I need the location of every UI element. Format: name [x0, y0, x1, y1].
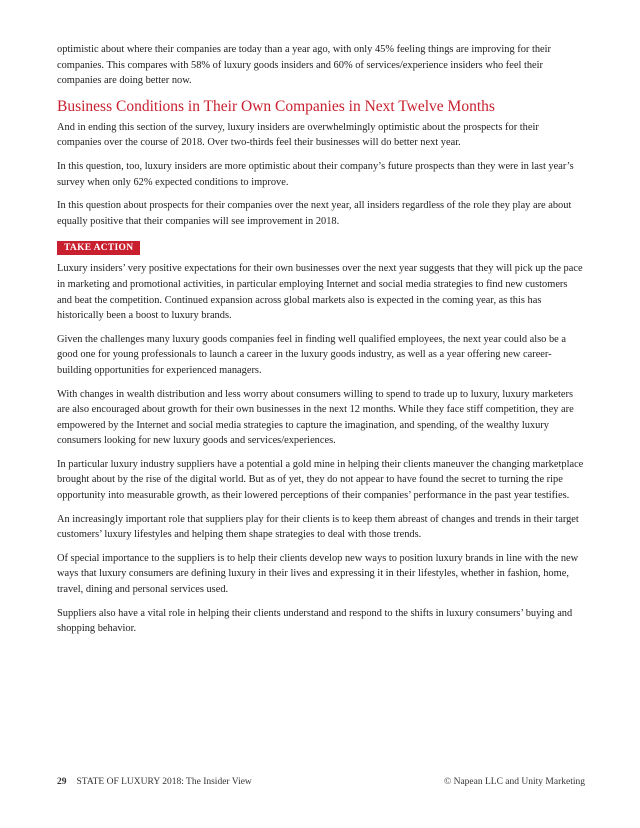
- take-action-paragraph-7: Suppliers also have a vital role in helping their clients understand and respond to the shifts in luxury consumers’ buying and shopping behavior.: [57, 607, 573, 635]
- take-action-paragraph-6: Of special importance to the suppliers is to help their clients develop new ways to position luxury brands in line with the new ways that luxury consumers are defining luxury in their lives and expressing it in their lifestyles, whether in fashion, home, travel, dining and personal services used.: [57, 552, 579, 596]
- document-title: STATE OF LUXURY 2018: The Insider View: [76, 777, 252, 787]
- take-action-paragraph-4: In particular luxury industry suppliers have a potential a gold mine in helping their clients maneuver the changing marketplace brought about by the rise of the digital world. But as of yet, they do not appear to have found the secret to turning the ripe opportunity into measurable growth, as their lowered perceptions of their companies’ performance in the past year testifies.: [57, 458, 584, 502]
- intro-paragraph: optimistic about where their companies are today than a year ago, with only 45% feeling things are improving for their companies. This compares with 58% of luxury goods insiders and 60% of services/experience insiders who feel their companies are doing better now.: [57, 44, 551, 87]
- take-action-paragraph-5: An increasingly important role that suppliers play for their clients is to keep them abreast of changes and trends in their target customers’ luxury lifestyles and helping them shape strategies to deal with those trends.: [57, 513, 579, 541]
- take-action-paragraph-1: Luxury insiders’ very positive expectations for their own businesses over the next year suggests that they will pick up the pace in marketing and promotional activities, in particular employing Internet and social media strategies to find new customers and beat the competition. Continued expansion across global markets also is expected in the coming year, as this has historically been a boost to luxury brands.: [57, 263, 583, 322]
- page-footer: [57, 777, 585, 787]
- footer-left: [57, 777, 252, 787]
- take-action-paragraph-2: Given the challenges many luxury goods companies feel in finding well qualified employees, the next year could also be a good one for young professionals to launch a career in the luxury goods industry, as well as a year offering new career-building opportunities for experienced managers.: [57, 333, 566, 376]
- take-action-paragraph-3: With changes in wealth distribution and less worry about consumers willing to spend to trade up to luxury, luxury marketers are also encouraged about growth for their own businesses in the next 12 months. While they face stiff competition, they are empowered by the Internet and social media strategies to capture the imagination, and spending, of the wealthy luxury consumers looking for new luxury goods and services/experiences.: [57, 388, 574, 447]
- take-action-badge: TAKE ACTION: [57, 241, 140, 255]
- section-paragraph-3: In this question about prospects for their companies over the next year, all insiders regardless of the role they play are about equally positive that their companies will see improvement in 2018.: [57, 200, 572, 227]
- copyright: © Napean LLC and Unity Marketing: [444, 777, 585, 787]
- section-paragraph-2: In this question, too, luxury insiders are more optimistic about their company’s future prospects than they were in last year’s survey when only 62% expected conditions to improve.: [57, 160, 574, 188]
- document-body: [57, 42, 585, 645]
- section-heading: Business Conditions in Their Own Companies in Next Twelve Months: [57, 97, 495, 115]
- section-paragraph-1: And in ending this section of the survey, luxury insiders are overwhelmingly optimistic about the prospects for their companies over the course of 2018. Over two-thirds feel their businesses will do better next year.: [57, 121, 539, 149]
- page-number: 29: [57, 777, 67, 787]
